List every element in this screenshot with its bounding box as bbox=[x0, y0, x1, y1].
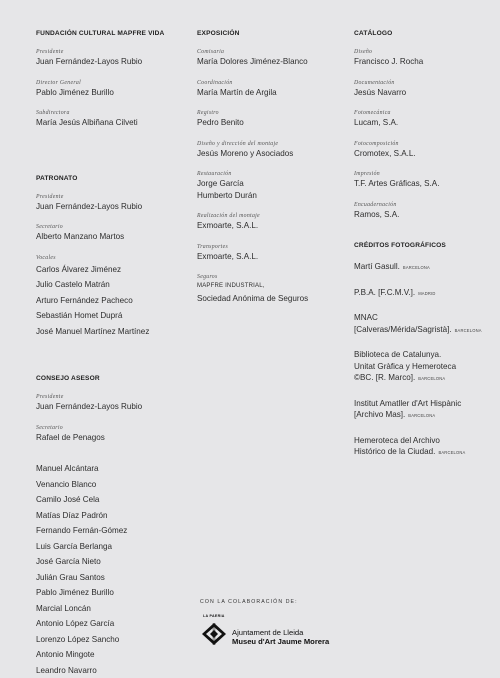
heading-exposicion: EXPOSICIÓN bbox=[197, 30, 347, 37]
list-item: Marcial Loncán bbox=[36, 601, 186, 617]
role-patronato-presidente: Presidente bbox=[36, 194, 186, 201]
credit-line: Hemeroteca del Archivo bbox=[354, 435, 494, 447]
name-realizacion: Exmoarte, S.A.L. bbox=[197, 220, 347, 232]
paeria-logo bbox=[200, 617, 298, 647]
collaboration-block bbox=[200, 599, 298, 647]
heading-creditos: CRÉDITOS FOTOGRÁFICOS bbox=[354, 242, 494, 249]
role-fotomecanica: Fotomecánica bbox=[354, 110, 494, 117]
credit-entry bbox=[354, 435, 494, 459]
role-encuadernacion: Encuadernación bbox=[354, 202, 494, 209]
credit-line: ©BC. [R. Marco]. bbox=[354, 373, 415, 382]
role-consejo-secretario: Secretario bbox=[36, 425, 186, 432]
list-item: Lorenzo López Sancho bbox=[36, 632, 186, 648]
list-item: Julio Castelo Matrán bbox=[36, 277, 186, 293]
role-subdirectora: Subdirectora bbox=[36, 110, 186, 117]
paeria-emblem-icon bbox=[200, 621, 228, 647]
name-documentacion: Jesús Navarro bbox=[354, 87, 494, 99]
name-director: Pablo Jiménez Burillo bbox=[36, 87, 186, 99]
name-patronato-presidente: Juan Fernández-Layos Rubio bbox=[36, 201, 186, 213]
list-item: Carlos Álvarez Jiménez bbox=[36, 262, 186, 278]
list-item: José García Nieto bbox=[36, 554, 186, 570]
name-transportes: Exmoarte, S.A.L. bbox=[197, 251, 347, 263]
role-documentacion: Documentación bbox=[354, 80, 494, 87]
list-item: Arturo Fernández Pacheco bbox=[36, 293, 186, 309]
column-catalogo bbox=[354, 30, 494, 472]
role-patronato-vocales: Vocales bbox=[36, 255, 186, 262]
name-restauracion-1: Jorge García bbox=[197, 178, 347, 190]
list-item: Venancio Blanco bbox=[36, 477, 186, 493]
credit-entry bbox=[354, 261, 494, 274]
list-item: Antonio Mingote bbox=[36, 647, 186, 663]
list-item: Sebastián Homet Duprá bbox=[36, 308, 186, 324]
name-impresion: T.F. Artes Gráficas, S.A. bbox=[354, 178, 494, 190]
list-item: Leandro Navarro bbox=[36, 663, 186, 678]
credit-line: P.B.A. [F.C.M.V.]. bbox=[354, 288, 415, 297]
list-item: Matías Díaz Padrón bbox=[36, 508, 186, 524]
list-item: Antonio López García bbox=[36, 616, 186, 632]
vocales-list bbox=[36, 262, 186, 340]
name-consejo-presidente: Juan Fernández-Layos Rubio bbox=[36, 401, 186, 413]
collab-line2: Museu d'Art Jaume Morera bbox=[232, 637, 329, 646]
role-restauracion: Restauración bbox=[197, 171, 347, 178]
credit-location: BARCELONA bbox=[438, 450, 465, 455]
credit-line: Unitat Gràfica y Hemeroteca bbox=[354, 361, 494, 373]
role-patronato-secretario: Secretario bbox=[36, 224, 186, 231]
role-impresion: Impresión bbox=[354, 171, 494, 178]
role-presidente: Presidente bbox=[36, 49, 186, 56]
credit-entry bbox=[354, 349, 494, 385]
role-diseno: Diseño bbox=[354, 49, 494, 56]
list-item: Luis García Berlanga bbox=[36, 539, 186, 555]
list-item: Camilo José Cela bbox=[36, 492, 186, 508]
name-coordinacion: María Martín de Argila bbox=[197, 87, 347, 99]
credit-line: Biblioteca de Catalunya. bbox=[354, 349, 494, 361]
role-fotocomposicion: Fotocomposición bbox=[354, 141, 494, 148]
collab-line1: Ajuntament de Lleida bbox=[232, 628, 303, 637]
name-encuadernacion: Ramos, S.A. bbox=[354, 209, 494, 221]
name-diseno: Francisco J. Rocha bbox=[354, 56, 494, 68]
credit-entry bbox=[354, 287, 494, 300]
emblem-text: LA PAERIA bbox=[203, 614, 225, 618]
name-restauracion-2: Humberto Durán bbox=[197, 190, 347, 202]
credit-line: Histórico de la Ciudad. bbox=[354, 447, 435, 456]
role-coordinacion: Coordinación bbox=[197, 80, 347, 87]
credit-line: Martí Gasull. bbox=[354, 262, 400, 271]
name-presidente: Juan Fernández-Layos Rubio bbox=[36, 56, 186, 68]
credit-entry bbox=[354, 398, 494, 422]
fundacion-entries bbox=[36, 49, 186, 129]
name-comisaria: María Dolores Jiménez-Blanco bbox=[197, 56, 347, 68]
credit-location: BARCELONA bbox=[418, 376, 445, 381]
credit-entry bbox=[354, 312, 494, 336]
list-item: José Manuel Martínez Martínez bbox=[36, 324, 186, 340]
role-comisaria: Comisaria bbox=[197, 49, 347, 56]
name-seguros-line2: Sociedad Anónima de Seguros bbox=[197, 293, 347, 305]
name-patronato-secretario: Alberto Manzano Martos bbox=[36, 231, 186, 243]
role-director: Director General bbox=[36, 80, 186, 87]
name-diseno-montaje: Jesús Moreno y Asociados bbox=[197, 148, 347, 160]
name-fotomecanica: Lucam, S.A. bbox=[354, 117, 494, 129]
column-fundacion bbox=[36, 30, 186, 678]
role-registro: Registro bbox=[197, 110, 347, 117]
credit-location: BARCELONA bbox=[403, 265, 430, 270]
list-item: Pablo Jiménez Burillo bbox=[36, 585, 186, 601]
name-fotocomposicion: Cromotex, S.A.L. bbox=[354, 148, 494, 160]
role-realizacion: Realización del montaje bbox=[197, 213, 347, 220]
role-consejo-presidente: Presidente bbox=[36, 394, 186, 401]
heading-consejo: CONSEJO ASESOR bbox=[36, 375, 186, 382]
credit-line: MNAC bbox=[354, 312, 494, 324]
role-diseno-montaje: Diseño y dirección del montaje bbox=[197, 141, 347, 148]
list-item: Manuel Alcántara bbox=[36, 461, 186, 477]
list-item: Fernando Fernán-Gómez bbox=[36, 523, 186, 539]
credit-location: MADRID bbox=[418, 291, 435, 296]
credit-location: BARCELONA bbox=[408, 413, 435, 418]
role-seguros: Seguros bbox=[197, 274, 347, 281]
heading-catalogo: CATÁLOGO bbox=[354, 30, 494, 37]
name-registro: Pedro Benito bbox=[197, 117, 347, 129]
column-exposicion bbox=[197, 30, 347, 316]
name-consejo-secretario: Rafael de Penagos bbox=[36, 432, 186, 444]
credit-line: [Calveras/Mérida/Sagristà]. bbox=[354, 325, 452, 334]
consejo-members-list bbox=[36, 461, 186, 678]
heading-fundacion: FUNDACIÓN CULTURAL MAPFRE VIDA bbox=[36, 30, 186, 37]
name-subdirectora: María Jesús Albiñana Cilveti bbox=[36, 117, 186, 129]
heading-patronato: PATRONATO bbox=[36, 175, 186, 182]
collab-label: CON LA COLABORACIÓN DE: bbox=[200, 599, 298, 605]
name-seguros-line1: MAPFRE INDUSTRIAL, bbox=[197, 281, 347, 293]
list-item: Julián Grau Santos bbox=[36, 570, 186, 586]
credit-line: [Archivo Mas]. bbox=[354, 410, 405, 419]
role-transportes: Transportes bbox=[197, 244, 347, 251]
credit-line: Institut Amatller d'Art Hispànic bbox=[354, 398, 494, 410]
credit-location: BARCELONA bbox=[455, 328, 482, 333]
